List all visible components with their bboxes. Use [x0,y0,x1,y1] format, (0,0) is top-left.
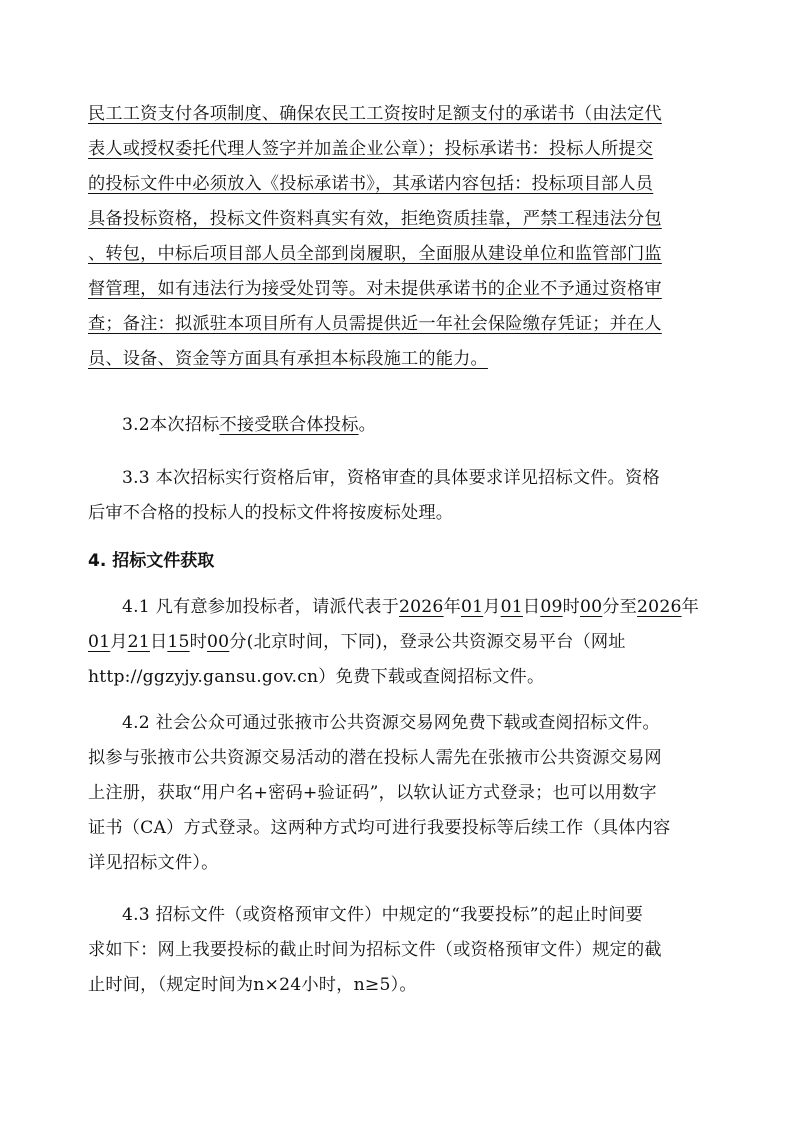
start-month: 01 [460,597,484,617]
paragraph-line: 查；备注：拟派驻本项目所有人员需提供近一年社会保险缴存凭证；并在人 [88,314,662,334]
paragraph-line: 4.3 招标文件（或资格预审文件）中规定的“我要投标”的起止时间要 [122,905,644,925]
paragraph-line [88,408,706,443]
paragraph-line: 止时间，（规定时间为n×24小时，n≥5）。 [88,975,417,995]
end-day: 21 [127,632,150,652]
paragraph-line: 员、设备、资金等方面具有承担本标段施工的能力。 [88,349,488,369]
text: 时 [189,632,208,652]
text: 日 [522,597,541,617]
paragraph-line: 详见招标文件）。 [88,853,219,873]
clause-4-1 [88,590,706,695]
paragraph-line: 后审不合格的投标人的投标文件将按废标处理。 [88,503,454,523]
end-minute: 00 [207,632,230,652]
paragraph-line: 4.2 社会公众可通过张掖市公共资源交易网免费下载或查阅招标文件。 [122,713,660,733]
paragraph-line [88,590,706,625]
no-consortium-text: 不接受联合体投标 [219,415,359,435]
paragraph-line: 3.3 本次招标实行资格后审，资格审查的具体要求详见招标文件。资格 [122,468,660,488]
start-day: 01 [500,597,523,617]
clause-3-2-prefix: 3.2本次招标 [122,415,220,435]
end-hour: 15 [167,632,190,652]
paragraph-line: 求如下：网上我要投标的截止时间为招标文件（或资格预审文件）规定的截 [88,940,662,960]
clause-4-3 [88,898,706,1003]
clause-3-2 [88,408,706,443]
paragraph-line: 具备投标资格，投标文件资料真实有效，拒绝资质挂靠，严禁工程违法分包 [88,209,662,229]
end-year: 2026 [637,597,682,617]
paragraph-line: 证书（CA）方式登录。这两种方式均可进行我要投标等后续工作（具体内容 [88,818,671,838]
clause-3-2-suffix: 。 [358,415,376,435]
text: 年 [443,597,461,617]
text: 日 [149,632,168,652]
paragraph-line: 民工工资支付各项制度、确保农民工工资按时足额支付的承诺书（由法定代 [88,104,662,124]
text: 时 [562,597,580,617]
paragraph-line: 的投标文件中必须放入《投标承诺书》，其承诺内容包括：投标项目部人员 [88,174,654,194]
paragraph-line [88,625,706,660]
paragraph-line: 拟参与张掖市公共资源交易活动的潜在投标人需先在张掖市公共资源交易网 [88,748,662,768]
start-hour: 09 [540,597,563,617]
start-year: 2026 [399,597,444,617]
text: 分(北京时间，下同)，登录公共资源交易平台（网址 [229,632,626,652]
paragraph-line: 、转包，中标后项目部人员全部到岗履职，全面服从建设单位和监管部门监 [88,244,662,264]
end-month: 01 [88,632,111,652]
paragraph-line: 表人或授权委托代理人签字并加盖企业公章）；投标承诺书：投标人所提交 [88,139,654,159]
clause-4-2 [88,706,706,881]
website-url-line[interactable]: http://ggzyjy.gansu.gov.cn）免费下载或查阅招标文件。 [88,667,545,687]
clause-3-3 [88,461,706,531]
start-minute: 00 [579,597,603,617]
text: 月 [483,597,501,617]
text: 年 [681,597,699,617]
section-4-heading: 4. 招标文件获取 [88,551,215,571]
paragraph-line: 督管理，如有违法行为接受处罚等。对未提供承诺书的企业不予通过资格审 [88,279,662,299]
paragraph-line: 上注册，获取“用户名+密码+验证码”，以软认证方式登录；也可以用数字 [88,783,657,803]
qualification-commitment-paragraph [88,97,706,377]
text: 分至 [602,597,638,617]
text: 4.1 凡有意参加投标者，请派代表于 [122,597,400,617]
text: 月 [110,632,128,652]
